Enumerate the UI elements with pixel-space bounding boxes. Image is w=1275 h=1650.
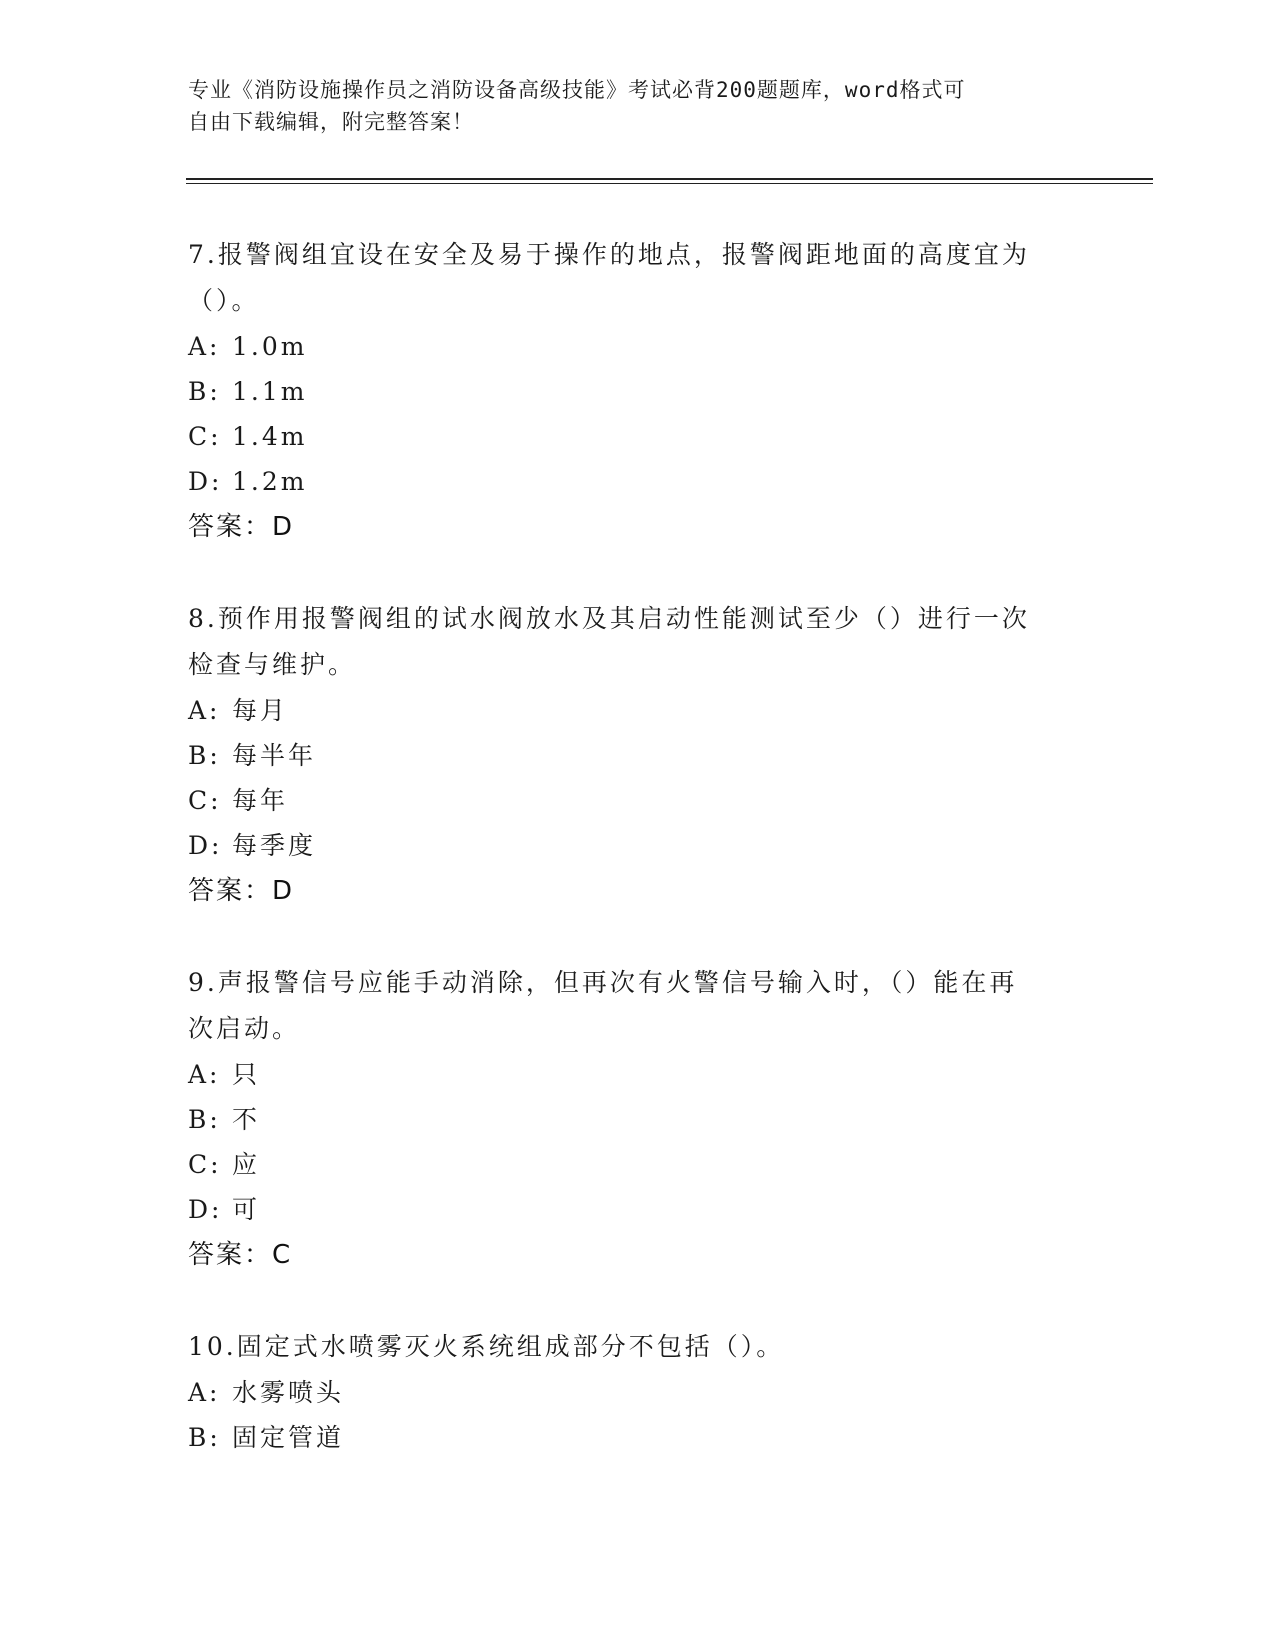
option-text: 可	[232, 1195, 261, 1224]
option-letter: A:	[188, 1378, 221, 1407]
option-a	[188, 1370, 1068, 1415]
question-8	[188, 596, 1068, 914]
question-stem-line-2: 次启动。	[188, 1014, 301, 1043]
option-a	[188, 1052, 1068, 1097]
question-stem-line-1: 9.声报警信号应能手动消除，但再次有火警信号输入时，（）能在再	[188, 968, 1018, 997]
option-letter: B:	[188, 377, 221, 406]
option-b	[188, 733, 1068, 778]
option-letter: B:	[188, 1105, 221, 1134]
option-text: 只	[232, 1060, 261, 1089]
header-divider-thin	[186, 183, 1153, 184]
question-stem-line-1: 10.固定式水喷雾灭火系统组成部分不包括（）。	[188, 1332, 785, 1361]
option-a	[188, 688, 1068, 733]
option-letter: C:	[188, 786, 222, 815]
answer-line: 答案：D	[188, 512, 295, 542]
document-header	[188, 74, 1068, 138]
option-letter: C:	[188, 422, 222, 451]
option-letter: A:	[188, 696, 221, 725]
option-letter: A:	[188, 332, 221, 361]
option-text: 每季度	[232, 831, 317, 860]
option-letter: C:	[188, 1150, 222, 1179]
question-stem-line-2: 检查与维护。	[188, 650, 357, 679]
option-c	[188, 1142, 1068, 1187]
option-letter: A:	[188, 1060, 221, 1089]
option-letter: B:	[188, 1423, 221, 1452]
question-stem-line-1: 7.报警阀组宜设在安全及易于操作的地点，报警阀距地面的高度宜为	[188, 240, 1030, 269]
option-text: 应	[232, 1150, 261, 1179]
option-letter: B:	[188, 741, 221, 770]
option-b	[188, 369, 1068, 414]
option-b	[188, 1415, 1068, 1460]
option-text: 每半年	[232, 741, 317, 770]
question-stem-line-2: （）。	[188, 286, 260, 315]
option-text: 1.1m	[232, 377, 308, 406]
option-c	[188, 778, 1068, 823]
option-letter: D:	[188, 1195, 223, 1224]
option-text: 1.2m	[232, 467, 308, 496]
question-10	[188, 1324, 1068, 1460]
option-text: 1.0m	[232, 332, 308, 361]
option-d	[188, 1187, 1068, 1232]
option-text: 不	[232, 1105, 261, 1134]
question-7	[188, 232, 1068, 550]
option-text: 1.4m	[232, 422, 308, 451]
answer-line: 答案：C	[188, 1240, 293, 1270]
header-line-1: 专业《消防设施操作员之消防设备高级技能》考试必背200题题库，word格式可	[188, 78, 966, 102]
option-letter: D:	[188, 467, 223, 496]
option-d	[188, 823, 1068, 868]
option-text: 水雾喷头	[232, 1378, 345, 1407]
option-b	[188, 1097, 1068, 1142]
answer-line: 答案：D	[188, 876, 295, 906]
header-divider-thick	[186, 178, 1153, 180]
option-text: 每年	[232, 786, 289, 815]
option-text: 固定管道	[232, 1423, 345, 1452]
option-letter: D:	[188, 831, 223, 860]
option-c	[188, 414, 1068, 459]
header-line-2: 自由下载编辑，附完整答案！	[188, 110, 474, 134]
option-a	[188, 324, 1068, 369]
question-stem-line-1: 8.预作用报警阀组的试水阀放水及其启动性能测试至少（）进行一次	[188, 604, 1030, 633]
option-text: 每月	[232, 696, 289, 725]
option-d	[188, 459, 1068, 504]
question-9	[188, 960, 1068, 1278]
